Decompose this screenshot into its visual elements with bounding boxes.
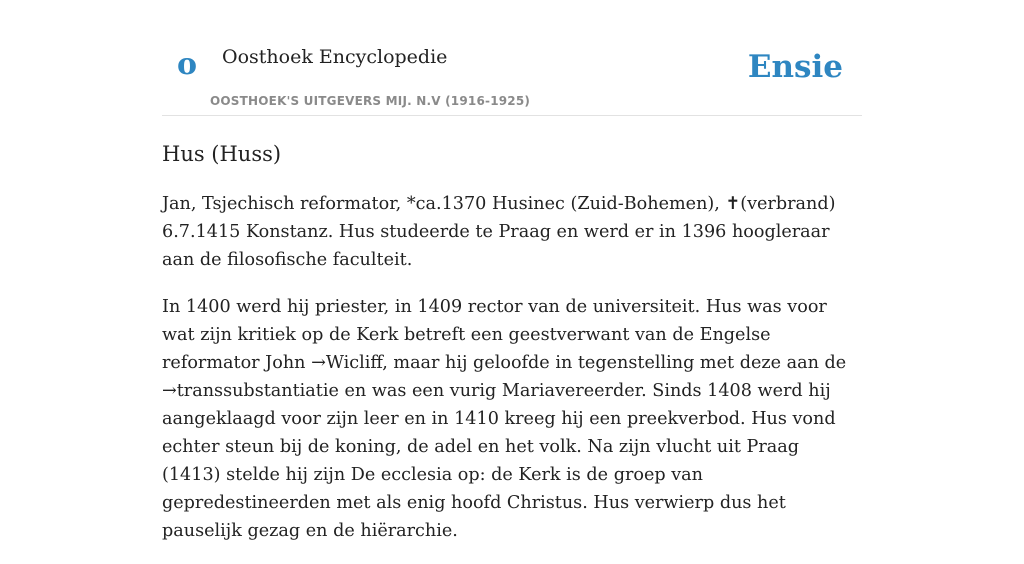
site-header — [162, 0, 862, 116]
site-title[interactable]: Oosthoek Encyclopedie — [222, 46, 448, 68]
brand-logo[interactable]: Ensie — [747, 49, 843, 85]
article-body — [162, 190, 862, 545]
article-paragraph: In 1400 werd hij priester, in 1409 rector van de universiteit. Hus was voor wat zijn kritiek op de Kerk betreft een geestverwant van de Engelse reformator John →Wicliff, maar hij geloofde in tegenstelling met deze aan de →transsubstantiatie en was een vurig Mariavereerder. Sinds 1408 werd hij aangeklaagd voor zijn leer en in 1410 kreeg hij een preekverbod. Hus vond echter steun bij de koning, de adel en het volk. Na zijn vlucht uit Praag (1413) stelde hij zijn De ecclesia op: de Kerk is de groep van gepredestineerden met als enig hoofd Christus. Hus verwierp dus het pauselijk gezag en de hiërarchie. — [162, 297, 847, 542]
site-subtitle: OOSTHOEK'S UITGEVERS MIJ. N.V (1916-1925) — [210, 94, 531, 108]
logo-icon[interactable]: o — [177, 47, 198, 82]
article-paragraph: Jan, Tsjechisch reformator, *ca.1370 Husinec (Zuid-Bohemen), ✝(verbrand) 6.7.1415 Konstanz. Hus studeerde te Praag en werd er in 1396 hoogleraar aan de filosofische faculteit. — [162, 194, 836, 271]
article-title: Hus (Huss) — [162, 142, 282, 166]
article-card — [162, 0, 862, 564]
